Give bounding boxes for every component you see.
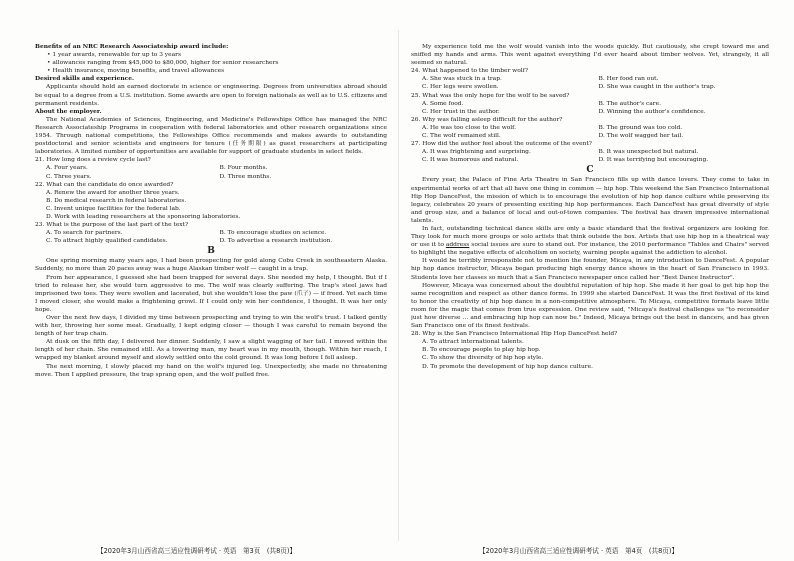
answer-options (411, 75, 769, 91)
answer-option: C. Invent unique facilities for the federal lab. (46, 205, 181, 212)
underlined-word-address: address (445, 242, 470, 249)
answer-option: A. She was stuck in a trap. (422, 76, 502, 83)
answer-option: B. To encourage studies on science. (219, 230, 327, 237)
answer-option: A. Four years. (46, 165, 88, 172)
right-column-part-1 (411, 43, 769, 225)
answer-options (35, 189, 387, 221)
paragraph-text: In fact, outstanding technical dance skills are only a basic standard that the festival organizers are looking for. They look for much more groups or solo artists that think outside the box. Artists that use hip hop in a theatrical way or use it to (411, 225, 769, 249)
page-fold-line (398, 30, 399, 541)
passage-c-paragraph-2 (411, 225, 769, 257)
question-stem: 23. What is the purpose of the last part of the text? (35, 222, 189, 229)
paragraph: Every year, the Palace of Fine Arts Theatre in San Francisco fills up with dance lovers. They come to take in experimental works of art that all have one thing in common — hip hop. This weekend the San Francisco International Hip Hop DanceFest, the mission of which is to encourage the evolution of hip hop dance culture while preserving its legacy, celebrates 20 years of presenting exciting hip hop performances. Each DanceFest has great diversity of style and group size, and a balance of local and out-of-town companies. The festival has drawn impressive international talents. (411, 177, 769, 224)
section-heading: About the employer. (35, 107, 102, 115)
answer-option: D. Work with leading researchers at the sponsoring laboratories. (46, 213, 241, 220)
question-stem: 24. What happened to the timber wolf? (411, 68, 528, 75)
paragraph-text: social issues are sure to stand out. For instance, the 2010 performance "Tables and Chairs" served to highlight the negative effects of alcoholism on society, warning people against the addiction to alcohol. (411, 242, 769, 257)
answer-option: B. Her food ran out. (598, 76, 659, 83)
left-page-column (35, 43, 387, 539)
right-column-part-3 (411, 257, 769, 370)
answer-options (35, 164, 387, 180)
answer-option: A. It was frightening and surprising. (422, 149, 531, 156)
paragraph: It would be terribly irresponsible not to mention the founder, Micaya, in any introduction to DanceFest. A popular hip hop dance instructor, Micaya began producing high energy dance shows in the heart of San Francisco in 1993. Students love her classes so much that a San Francisco newspaper once called her "Best Dance Instructor". (411, 258, 769, 281)
answer-option: D. Winning the author's confidence. (598, 108, 706, 115)
answer-options (35, 229, 387, 245)
paragraph: My experience told me the wolf would vanish into the woods quickly. But cautiously, she crept toward me and sniffed my hands and arms. This went against everything I'd ever heard about timber wolves. Yet, strangely, it all seemed so natural. (411, 44, 769, 67)
paragraph: However, Micaya was concerned about the doubtful reputation of hip hop. She made it her goal to get hip hop the same recognition and respect as other dance forms. In 1999 she started DanceFest. It was the first festival of its kind to honor the creativity of hip hop dance in a non-competitive atmosphere. To Micaya, competitive formats leave little room for the magic that comes from true expression. One review said, "Micaya's festival challenges us "to reconsider just how diverse ... and embracing hip hop can now be." Indeed, Micaya brings out the best in dancers, and has given San Francisco one of its finest festivals. (411, 282, 769, 330)
paragraph: Over the next few days, I divided my time between prospecting and trying to win the wolf's trust. I talked gently with her, throwing her some meat. Gradually, I kept edging closer — though I was careful to remain beyond the length of her trap chain. (35, 315, 387, 338)
answer-option: C. To attract highly qualified candidates. (46, 238, 168, 245)
question-stem: 26. Why was falling asleep difficult for the author? (411, 116, 563, 123)
answer-options (411, 338, 769, 370)
answer-option: B. The author's care. (598, 100, 661, 107)
bullet-item: • Health insurance, moving benefits, and travel allowances (47, 68, 225, 75)
answer-option: A. To attract international talents. (422, 339, 524, 346)
passage-letter: C (586, 165, 594, 176)
answer-options (411, 148, 769, 164)
answer-option: C. Three years. (46, 173, 92, 180)
bullet-item: • allowances ranging from $45,000 to $80,000, higher for senior researchers (47, 60, 279, 67)
answer-option: B. Four months. (219, 165, 268, 172)
paragraph: The next morning, I slowly placed my hand on the wolf's injured leg. Unexpectedly, she made no threatening move. Then I applied pressure, the trap sprang open, and the wolf pulled free. (35, 363, 387, 378)
paragraph: One spring morning many years ago, I had been prospecting for gold along Cobu Creek in southeastern Alaska. Suddenly, no more than 20 paces away was a huge Alaskan timber wolf — caught in a trap. (35, 258, 387, 273)
right-page-footer: 【2020年3月山西省高三适应性调研考试 · 英语 第4页 (共8页)】 (479, 547, 679, 555)
section-heading: Desired skills and experience. (35, 75, 135, 83)
answer-option: D. She was caught in the author's trap. (598, 84, 716, 91)
answer-option: B. It was unexpected but natural. (598, 149, 699, 156)
question-stem: 22. What can the candidate do once awarded? (35, 181, 174, 188)
answer-options (411, 124, 769, 140)
answer-option: B. Do medical research in federal laboratories. (46, 197, 187, 204)
answer-option: A. He was too close to the wolf. (422, 124, 517, 131)
answer-option: C. It was humorous and natural. (422, 157, 519, 164)
answer-option: A. Renew the award for another three years. (46, 189, 180, 196)
section-heading: Benefits of an NRC Research Associateship award include: (35, 43, 229, 50)
bullet-item: • 1 year awards, renewable for up to 3 years (47, 52, 181, 59)
answer-option: C. The wolf remained still. (422, 133, 501, 140)
answer-option: D. To advertise a research institution. (219, 238, 333, 245)
answer-option: C. Her trust in the author. (422, 108, 500, 115)
answer-option: A. To search for partners. (46, 230, 123, 237)
question-stem: 25. What was the only hope for the wolf to be saved? (411, 92, 570, 99)
question-stem: 28. Why is the San Francisco International Hip Hop DanceFest held? (411, 331, 618, 338)
passage-letter: B (207, 246, 215, 257)
answer-option: D. The wolf wagged her tail. (598, 133, 684, 140)
answer-option: B. To encourage people to play hip hop. (422, 347, 541, 354)
answer-option: D. It was terrifying but encouraging. (598, 157, 709, 164)
answer-options (411, 100, 769, 116)
right-page-column (411, 43, 769, 539)
left-page-footer: 【2020年3月山西省高三适应性调研考试 · 英语 第3页 (共8页)】 (97, 547, 297, 555)
answer-option: D. Three months. (219, 173, 272, 180)
answer-option: D. To promote the development of hip hop dance culture. (422, 363, 593, 370)
paragraph: Applicants should hold an earned doctorate in science or engineering. Degrees from universities abroad should be equal to a degree from a U.S. institution. Some awards are open to foreign nationals as well as to U.S. citizens and permanent residents. (35, 84, 387, 107)
paragraph: At dusk on the fifth day, I delivered her dinner. Suddenly, I saw a slight wagging of her tail. I moved within the length of her chain. She remained still. As a towering man, my heart was in my mouth, though. Within her reach, I wrapped my blanket around myself and slowly settled onto the cold ground. It was long before I fell asleep. (35, 339, 387, 362)
paragraph: From her appearance, I guessed she had been trapped for several days. She needed my help, I thought. But if I tried to release her, she would turn aggressive to me. The wolf was clearly suffering. The trap's steel jaws had imprisoned two toes. They were swollen and lacerated, but she wouldn't lose the paw (爪子) — if freed. Yet each time I moved closer, she would make a frightening growl. If I could only win her confidence, I thought. It was her only hope. (35, 274, 387, 313)
question-stem: 21. How long does a review cycle last? (35, 157, 151, 164)
answer-option: C. To show the diversity of hip hop style. (422, 355, 544, 362)
answer-option: C. Her legs were swollen. (422, 84, 499, 91)
answer-option: B. The ground was too cold. (598, 124, 683, 131)
paragraph: The National Academies of Sciences, Engineering, and Medicine's Fellowships Office has managed the NRC Research Associateship Programs in cooperation with federal laboratories and other research organizations since 1954. Through national competitions, the Fellowships Office recommends and makes awards to outstanding postdoctoral and senior scientists and engineers for tenure (任务期限) as guest researchers at participating laboratories. A limited number of opportunities are available for support of graduate students in select fields. (35, 116, 387, 156)
question-stem: 27. How did the author feel about the outcome of the event? (411, 141, 592, 148)
answer-option: A. Some food. (422, 100, 464, 107)
